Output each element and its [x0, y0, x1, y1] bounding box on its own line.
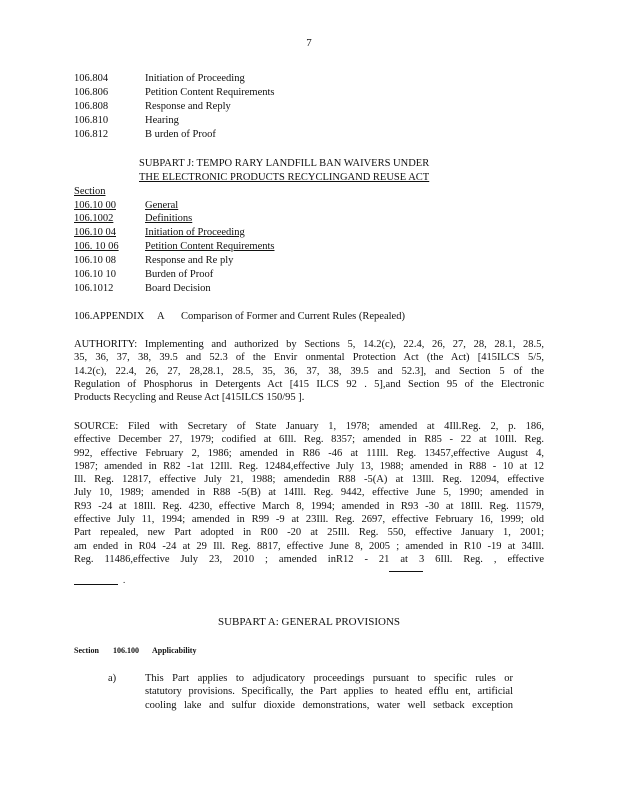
source-line: effective July 11, 1994; amended in R99 -9 at 23Ill. Reg. 2697, effective February 16, 1999; old [74, 514, 544, 526]
toc-section-title: B urden of Proof [145, 129, 216, 140]
toc-section-number: 106.806 [74, 87, 109, 98]
section-label: Section [74, 646, 99, 655]
toc-section-number: 106. 10 06 [74, 241, 119, 252]
toc-section-number: 106.1012 [74, 283, 114, 294]
section-number: 106.100 [113, 646, 139, 655]
item-line: statutory provisions. Specifically, the Part applies to heated efflu ent, artificial [145, 686, 513, 698]
toc-section-title: Hearing [145, 115, 179, 126]
toc-section-title: General [145, 200, 179, 211]
toc-section-title: Initiation of Proceeding [145, 227, 245, 238]
toc-section-number: 106.1002 [74, 213, 114, 224]
source-line: SOURCE: Filed with Secretary of State January 1, 1978; amended at 4Ill.Reg. 2, p. 186, [74, 421, 544, 432]
toc-section-number: 106.804 [74, 73, 109, 84]
source-line: 992, effective February 2, 1986; amended in R86 -46 at 11Ill. Reg. 13457,effective August 4, [74, 447, 544, 459]
toc-section-title: Burden of Proof [145, 269, 214, 280]
appendix-label: 106.APPENDIX [74, 311, 145, 322]
section-title: Applicability [152, 646, 197, 655]
page-number: 7 [306, 37, 312, 49]
appendix-letter: A [157, 311, 165, 322]
subpart-j-heading-line2: THE ELECTRONIC PRODUCTS RECYCLINGAND REUSE ACT [139, 172, 430, 183]
source-line: 1987; amended in R82 -1at 12Ill. Reg. 12484,effective July 13, 1988; amended in R88 - 10 at 12 [74, 460, 544, 472]
toc-section-number: 106.808 [74, 101, 109, 112]
section-column-label: Section [74, 186, 106, 197]
item-line: This Part applies to adjudicatory proceedings pursuant to specific rules or [145, 673, 513, 684]
toc-section-title: Initiation of Proceeding [145, 73, 245, 84]
toc-section-number: 106.10 10 [74, 269, 116, 280]
source-line: am ended in R04 -24 at 29 Ill. Reg. 8817, effective June 8, 2005 ; amended in R10 -19 at 34Ill. [74, 540, 544, 552]
source-line: Part repealed, new Part adopted in R00 -20 at 25Ill. Reg. 550, effective January 1, 2001; [74, 527, 544, 539]
source-line: Reg. 11486,effective July 23, 2010 ; amended inR12 - 21 at 3 6Ill. Reg. , effective [74, 553, 544, 565]
authority-line: 14.2(c), 22.4, 26, 27, 28,28.1, 28.5, 35, 36, 37, 38, 39.5 and 52.3], and Section 5 of the [74, 365, 544, 377]
source-line: effective December 27, 1979; codified at 6Ill. Reg. 8357; amended in R85 - 22 at 10Ill. Reg. [74, 434, 544, 446]
item-a-text [145, 672, 513, 712]
toc-section-number: 106.10 00 [74, 200, 116, 211]
toc-section-title: Petition Content Requirements [145, 87, 275, 98]
subpart-a-heading: SUBPART A: GENERAL PROVISIONS [218, 616, 400, 628]
effective-date-blank [74, 584, 118, 585]
authority-line: Regulation of Phosphorus in Detergents Act [415 ILCS 92 . 5],and Section 95 of the Electronic [74, 378, 544, 390]
toc-section-number: 106.10 08 [74, 255, 116, 266]
toc-section-title: Response and Reply [145, 101, 231, 112]
item-line: cooling lake and sulfur dioxide demonstrations, water well setback exception [145, 699, 513, 711]
toc-section-title: Board Decision [145, 283, 211, 294]
source-note [74, 420, 544, 566]
toc-section-title: Response and Re ply [145, 255, 234, 266]
appendix-title: Comparison of Former and Current Rules (Repealed) [181, 311, 405, 322]
authority-note [74, 338, 544, 404]
toc-section-number: 106.812 [74, 129, 109, 140]
source-line: R93 -24 at 18Ill. Reg. 4230, effective March 8, 1994; amended in R93 -30 at 18Ill. Reg. 11579, [74, 500, 544, 512]
toc-section-number: 106.10 04 [74, 227, 116, 238]
authority-line: 35, 36, 37, 38, 39.5 and 52.3 of the Envir onmental Protection Act (the Act) [415ILCS 5/5, [74, 352, 544, 364]
source-line: Ill. Reg. 12817, effective July 21, 1988; amendedin R88 -5(A) at 13Ill. Reg. 12094, effective [74, 474, 544, 486]
authority-line: AUTHORITY: Implementing and authorized by Sections 5, 14.2(c), 22.4, 26, 27, 28, 28.1, 28.5, [74, 339, 544, 350]
subpart-j-heading-line1: SUBPART J: TEMPO RARY LANDFILL BAN WAIVERS UNDER [139, 158, 430, 169]
source-end-period: . [123, 575, 126, 585]
register-page-blank [389, 571, 423, 572]
item-marker: a) [108, 673, 117, 684]
source-line: July 10, 1989; amended in R88 -5(B) at 14Ill. Reg. 9442, effective June 5, 1990; amended in [74, 487, 544, 499]
toc-section-title: Definitions [145, 213, 193, 224]
authority-line: Products Recycling and Reuse Act [415ILCS 150/95 ]. [74, 392, 305, 404]
toc-section-title: Petition Content Requirements [145, 241, 275, 252]
toc-section-number: 106.810 [74, 115, 109, 126]
